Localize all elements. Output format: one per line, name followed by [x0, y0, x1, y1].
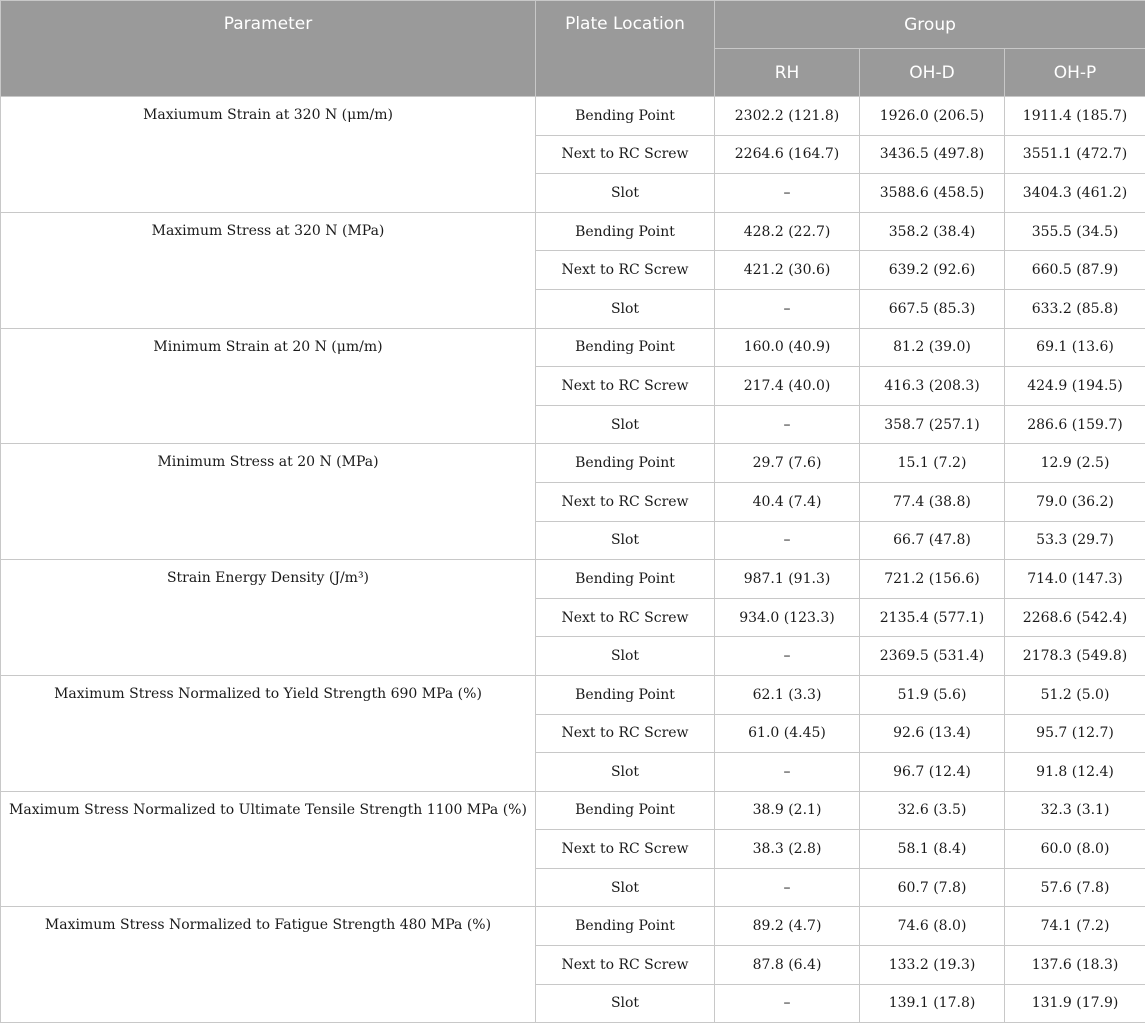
parameter-cell: Minimum Stress at 20 N (MPa)	[1, 444, 536, 560]
value-cell-oh-p: 3551.1 (472.7)	[1005, 135, 1145, 174]
plate-location-cell: Slot	[536, 289, 715, 328]
value-cell-oh-d: 416.3 (208.3)	[860, 367, 1005, 406]
plate-location-cell: Next to RC Screw	[536, 946, 715, 985]
value-cell-oh-p: 714.0 (147.3)	[1005, 560, 1145, 599]
table-row	[1, 212, 1145, 251]
value-cell-oh-d: 96.7 (12.4)	[860, 753, 1005, 792]
value-cell-oh-p: 74.1 (7.2)	[1005, 907, 1145, 946]
value-cell-oh-p: 2268.6 (542.4)	[1005, 598, 1145, 637]
value-cell-rh: –	[715, 753, 860, 792]
value-cell-rh: –	[715, 289, 860, 328]
value-cell-rh: 38.3 (2.8)	[715, 830, 860, 869]
value-cell-oh-d: 1926.0 (206.5)	[860, 97, 1005, 136]
plate-location-cell: Slot	[536, 753, 715, 792]
value-cell-rh: 421.2 (30.6)	[715, 251, 860, 290]
table-header	[1, 1, 1145, 97]
value-cell-rh: 160.0 (40.9)	[715, 328, 860, 367]
value-cell-oh-d: 133.2 (19.3)	[860, 946, 1005, 985]
table-row	[1, 791, 1145, 830]
value-cell-oh-d: 58.1 (8.4)	[860, 830, 1005, 869]
plate-location-cell: Next to RC Screw	[536, 830, 715, 869]
table-row	[1, 328, 1145, 367]
plate-location-cell: Slot	[536, 868, 715, 907]
group-header: Group	[715, 1, 1145, 49]
value-cell-rh: –	[715, 984, 860, 1023]
value-cell-oh-p: 95.7 (12.7)	[1005, 714, 1145, 753]
plate-location-cell: Next to RC Screw	[536, 367, 715, 406]
table-row	[1, 444, 1145, 483]
table-body	[1, 97, 1145, 1023]
value-cell-rh: 38.9 (2.1)	[715, 791, 860, 830]
plate-location-cell: Next to RC Screw	[536, 251, 715, 290]
value-cell-oh-d: 81.2 (39.0)	[860, 328, 1005, 367]
plate-location-cell: Bending Point	[536, 328, 715, 367]
plate-location-cell: Slot	[536, 174, 715, 213]
plate-location-cell: Next to RC Screw	[536, 135, 715, 174]
plate-location-cell: Slot	[536, 521, 715, 560]
value-cell-rh: 934.0 (123.3)	[715, 598, 860, 637]
value-cell-rh: 2302.2 (121.8)	[715, 97, 860, 136]
value-cell-oh-d: 358.2 (38.4)	[860, 212, 1005, 251]
value-cell-oh-d: 639.2 (92.6)	[860, 251, 1005, 290]
parameter-cell: Maximum Stress Normalized to Yield Strength 690 MPa (%)	[1, 675, 536, 791]
value-cell-rh: 2264.6 (164.7)	[715, 135, 860, 174]
value-cell-rh: 89.2 (4.7)	[715, 907, 860, 946]
plate-location-cell: Bending Point	[536, 907, 715, 946]
value-cell-rh: 87.8 (6.4)	[715, 946, 860, 985]
value-cell-oh-d: 74.6 (8.0)	[860, 907, 1005, 946]
plate-location-cell: Next to RC Screw	[536, 598, 715, 637]
value-cell-oh-d: 60.7 (7.8)	[860, 868, 1005, 907]
value-cell-oh-p: 131.9 (17.9)	[1005, 984, 1145, 1023]
value-cell-rh: 40.4 (7.4)	[715, 482, 860, 521]
table-row	[1, 907, 1145, 946]
value-cell-oh-p: 2178.3 (549.8)	[1005, 637, 1145, 676]
value-cell-rh: –	[715, 405, 860, 444]
value-cell-oh-d: 358.7 (257.1)	[860, 405, 1005, 444]
value-cell-oh-p: 355.5 (34.5)	[1005, 212, 1145, 251]
plate-location-cell: Bending Point	[536, 560, 715, 599]
value-cell-oh-p: 91.8 (12.4)	[1005, 753, 1145, 792]
value-cell-oh-p: 137.6 (18.3)	[1005, 946, 1145, 985]
value-cell-oh-d: 667.5 (85.3)	[860, 289, 1005, 328]
value-cell-oh-d: 139.1 (17.8)	[860, 984, 1005, 1023]
group-oh-p-header: OH-P	[1005, 49, 1145, 97]
value-cell-rh: 428.2 (22.7)	[715, 212, 860, 251]
plate-location-cell: Bending Point	[536, 791, 715, 830]
value-cell-oh-p: 12.9 (2.5)	[1005, 444, 1145, 483]
parameter-header: Parameter	[1, 1, 536, 97]
value-cell-rh: 987.1 (91.3)	[715, 560, 860, 599]
group-rh-header: RH	[715, 49, 860, 97]
value-cell-oh-p: 424.9 (194.5)	[1005, 367, 1145, 406]
value-cell-oh-p: 51.2 (5.0)	[1005, 675, 1145, 714]
value-cell-oh-d: 2135.4 (577.1)	[860, 598, 1005, 637]
value-cell-oh-d: 77.4 (38.8)	[860, 482, 1005, 521]
value-cell-oh-d: 15.1 (7.2)	[860, 444, 1005, 483]
value-cell-oh-p: 633.2 (85.8)	[1005, 289, 1145, 328]
plate-location-cell: Bending Point	[536, 675, 715, 714]
plate-location-header: Plate Location	[536, 1, 715, 97]
table-row	[1, 97, 1145, 136]
value-cell-rh: –	[715, 637, 860, 676]
plate-location-cell: Next to RC Screw	[536, 482, 715, 521]
plate-location-cell: Bending Point	[536, 444, 715, 483]
value-cell-oh-d: 32.6 (3.5)	[860, 791, 1005, 830]
value-cell-oh-p: 32.3 (3.1)	[1005, 791, 1145, 830]
value-cell-oh-d: 51.9 (5.6)	[860, 675, 1005, 714]
value-cell-rh: 29.7 (7.6)	[715, 444, 860, 483]
value-cell-rh: 217.4 (40.0)	[715, 367, 860, 406]
plate-location-cell: Slot	[536, 405, 715, 444]
plate-location-cell: Bending Point	[536, 212, 715, 251]
plate-location-cell: Slot	[536, 637, 715, 676]
value-cell-oh-p: 69.1 (13.6)	[1005, 328, 1145, 367]
table-row	[1, 675, 1145, 714]
value-cell-oh-d: 66.7 (47.8)	[860, 521, 1005, 560]
parameter-cell: Strain Energy Density (J/m³)	[1, 560, 536, 676]
plate-location-cell: Next to RC Screw	[536, 714, 715, 753]
value-cell-rh: 61.0 (4.45)	[715, 714, 860, 753]
value-cell-oh-d: 3436.5 (497.8)	[860, 135, 1005, 174]
group-oh-d-header: OH-D	[860, 49, 1005, 97]
table-row	[1, 560, 1145, 599]
parameter-cell: Maximum Stress Normalized to Fatigue Strength 480 MPa (%)	[1, 907, 536, 1023]
value-cell-oh-p: 1911.4 (185.7)	[1005, 97, 1145, 136]
parameter-cell: Minimum Strain at 20 N (μm/m)	[1, 328, 536, 444]
parameter-cell: Maximum Stress Normalized to Ultimate Tensile Strength 1100 MPa (%)	[1, 791, 536, 907]
value-cell-rh: –	[715, 868, 860, 907]
value-cell-rh: 62.1 (3.3)	[715, 675, 860, 714]
value-cell-oh-d: 92.6 (13.4)	[860, 714, 1005, 753]
value-cell-oh-p: 660.5 (87.9)	[1005, 251, 1145, 290]
value-cell-oh-p: 286.6 (159.7)	[1005, 405, 1145, 444]
parameter-cell: Maximum Stress at 320 N (MPa)	[1, 212, 536, 328]
parameter-cell: Maxiumum Strain at 320 N (μm/m)	[1, 97, 536, 213]
value-cell-oh-p: 3404.3 (461.2)	[1005, 174, 1145, 213]
value-cell-oh-p: 79.0 (36.2)	[1005, 482, 1145, 521]
value-cell-oh-p: 57.6 (7.8)	[1005, 868, 1145, 907]
value-cell-oh-d: 721.2 (156.6)	[860, 560, 1005, 599]
value-cell-oh-d: 3588.6 (458.5)	[860, 174, 1005, 213]
plate-location-cell: Bending Point	[536, 97, 715, 136]
value-cell-oh-p: 53.3 (29.7)	[1005, 521, 1145, 560]
value-cell-rh: –	[715, 174, 860, 213]
value-cell-oh-d: 2369.5 (531.4)	[860, 637, 1005, 676]
value-cell-rh: –	[715, 521, 860, 560]
plate-location-cell: Slot	[536, 984, 715, 1023]
value-cell-oh-p: 60.0 (8.0)	[1005, 830, 1145, 869]
